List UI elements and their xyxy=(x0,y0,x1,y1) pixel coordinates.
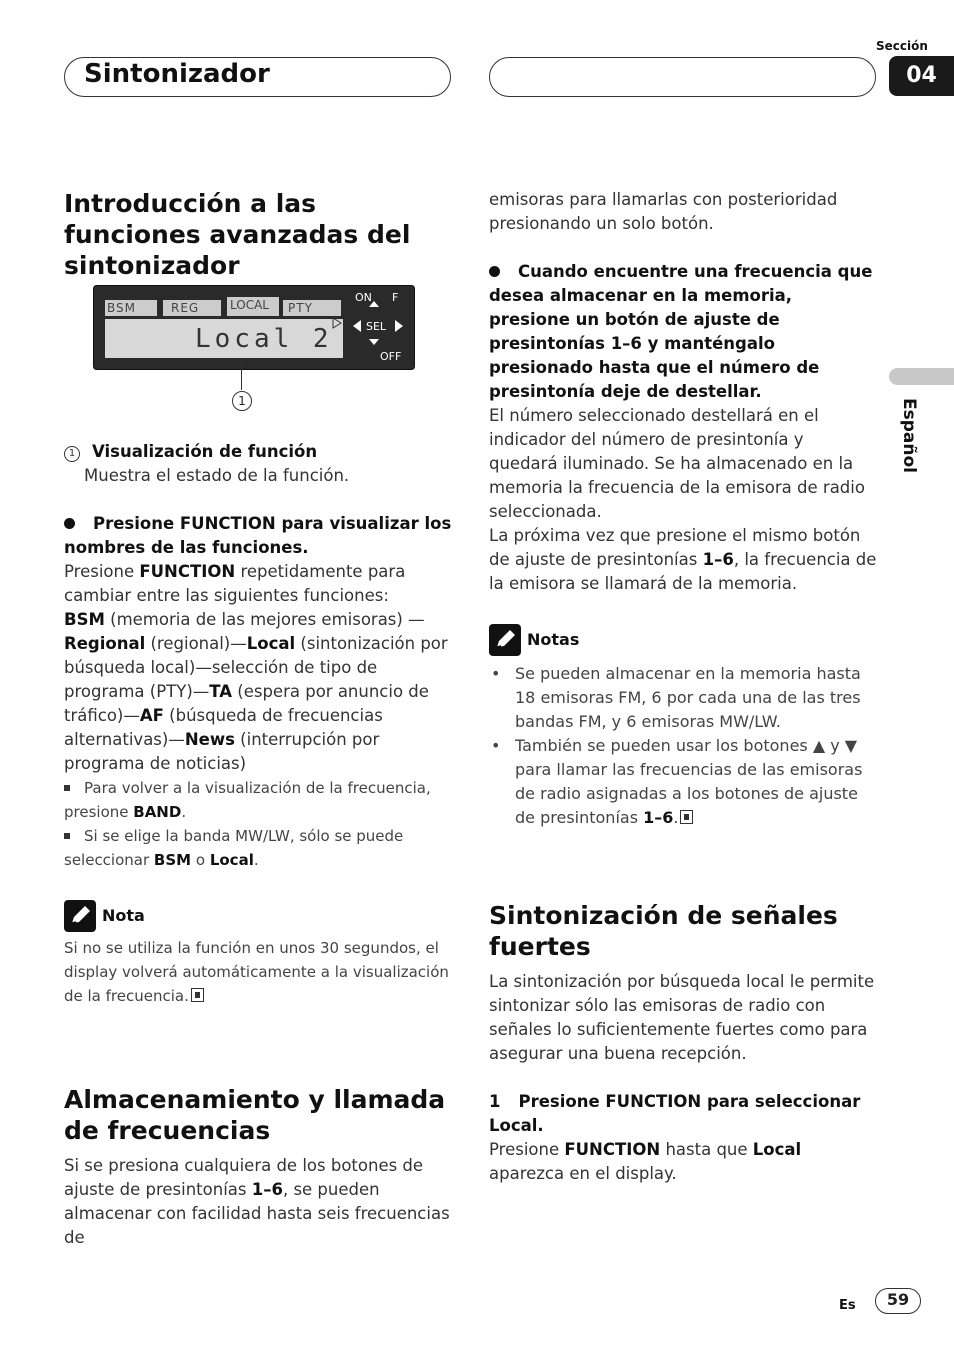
section-label: Sección xyxy=(876,39,928,53)
display-tag-pty: PTY xyxy=(288,301,313,315)
notes-title: Notas xyxy=(527,630,580,649)
note-header xyxy=(64,900,452,932)
storage-step-lead: Cuando encuentre una frecuencia que desea almacenar en la memoria, presione un botón de ajuste de presintonías 1–6 y manténgalo presionado hasta que el número de presintonía deje de destellar. xyxy=(489,262,873,401)
bullet-dot xyxy=(64,518,75,529)
footer-lang: Es xyxy=(839,1298,856,1313)
display-off-label: OFF xyxy=(380,350,402,363)
display-screen-text: Local 2 xyxy=(195,324,333,354)
bullet-dot xyxy=(489,266,500,277)
note-pencil-icon xyxy=(64,900,96,932)
storage-p1: Si se presiona cualquiera de los botones de ajuste de presintonías 1–6, se pueden almacenar con facilidad hasta seis frecuencias de xyxy=(64,1156,450,1247)
display-f-label: F xyxy=(392,291,399,304)
language-tab xyxy=(889,368,954,385)
list-item: • Se pueden almacenar en la memoria hasta 18 emisoras FM, 6 por cada una de las tres bandas FM, y 6 emisoras MW/LW. xyxy=(489,662,877,734)
storage-p2: El número seleccionado destellará en el indicador del número de presintonía y quedará iluminado. Se ha almacenado en la memoria la frecuencia de la emisora de radio seleccionada. xyxy=(489,406,865,521)
strong-p1: La sintonización por búsqueda local le permite sintonizar sólo las emisoras de radio con señales lo suficientemente fuertes como para asegurar una buena recepción. xyxy=(489,972,875,1063)
left-column xyxy=(64,188,452,281)
tip-square-icon xyxy=(64,785,70,791)
display-tag-local: LOCAL xyxy=(230,298,269,312)
end-mark-icon xyxy=(680,810,693,824)
notes-pencil-icon xyxy=(489,624,521,656)
right-column xyxy=(489,188,877,1186)
page-number: 59 xyxy=(875,1288,921,1314)
header-right-box xyxy=(489,57,876,97)
language-label: Español xyxy=(899,398,919,473)
display-sel-label: SEL xyxy=(366,320,387,333)
intro-tip-1: Para volver a la visualización de la frecuencia, presione BAND. xyxy=(64,779,431,821)
strong-step: 1 Presione FUNCTION para seleccionar Local. xyxy=(489,1092,861,1135)
section-number: 04 xyxy=(889,56,954,96)
list-item: • También se pueden usar los botones ▲ y ▼ para llamar las frecuencias de las emisoras de radio asignadas a los botones de ajuste de presintonías 1–6. xyxy=(489,734,877,830)
end-mark-icon xyxy=(191,988,204,1002)
note-text: Si no se utiliza la función en unos 30 segundos, el display volverá automáticamente a la visualización de la frecuencia. xyxy=(64,939,449,1005)
notes-header xyxy=(489,624,877,656)
intro-tip-2: Si se elige la banda MW/LW, sólo se puede seleccionar BSM o Local. xyxy=(64,827,404,869)
storage-p3: La próxima vez que presione el mismo botón de ajuste de presintonías 1–6, la frecuencia de la emisora se llamará de la memoria. xyxy=(489,526,877,593)
intro-function-list: BSM (memoria de las mejores emisoras) —Regional (regional)—Local (sintonización por búsqueda local)—selección de tipo de programa (PTY)—TA (espera por anuncio de tráfico)—AF (búsqueda de frecuencias alternativas)—News (interrupción por programa de noticias) xyxy=(64,610,448,773)
left-column-body xyxy=(64,440,452,1250)
storage-p1-continued: emisoras para llamarlas con posterioridad presionando un solo botón. xyxy=(489,190,838,233)
callout-number: 1 xyxy=(232,391,252,411)
storage-heading: Almacenamiento y llamada de frecuencias xyxy=(64,1085,446,1145)
intro-body: Presione FUNCTION repetidamente para cambiar entre las siguientes funciones: xyxy=(64,562,406,605)
intro-step-lead: Presione FUNCTION para visualizar los nombres de las funciones. xyxy=(64,514,452,557)
note-title: Nota xyxy=(102,906,145,925)
intro-heading: Introducción a las funciones avanzadas del sintonizador xyxy=(64,189,411,280)
display-illustration xyxy=(93,285,415,370)
item-title: Visualización de función xyxy=(92,442,318,461)
display-on-label: ON xyxy=(355,291,372,304)
tip-square-icon xyxy=(64,833,70,839)
header-title: Sintonizador xyxy=(84,59,270,89)
strong-p2: Presione FUNCTION hasta que Local aparezca en el display. xyxy=(489,1140,802,1183)
display-tag-bsm: BSM xyxy=(107,301,136,315)
notes-list xyxy=(489,662,877,830)
item-number: 1 xyxy=(64,446,80,462)
callout-line xyxy=(241,362,242,390)
strong-heading: Sintonización de señales fuertes xyxy=(489,901,838,961)
display-tag-reg: REG xyxy=(171,301,200,315)
item-description: Muestra el estado de la función. xyxy=(84,466,350,485)
